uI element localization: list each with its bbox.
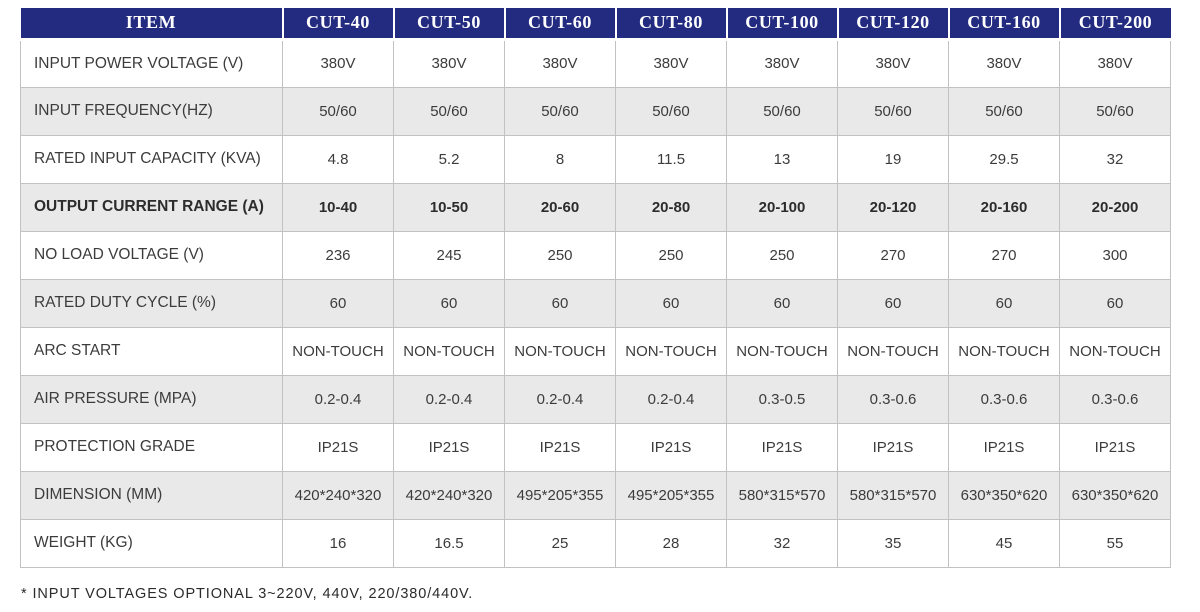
table-cell: 250 <box>616 231 727 279</box>
table-row <box>21 231 1171 279</box>
column-header-cut-40: CUT-40 <box>283 8 394 39</box>
table-cell: 32 <box>1060 135 1171 183</box>
row-label: OUTPUT CURRENT RANGE (A) <box>21 183 283 231</box>
column-header-cut-100: CUT-100 <box>727 8 838 39</box>
table-cell: 420*240*320 <box>394 471 505 519</box>
table-cell: 0.2-0.4 <box>283 375 394 423</box>
row-label: ARC START <box>21 327 283 375</box>
table-cell: 50/60 <box>616 87 727 135</box>
table-cell: 380V <box>727 39 838 87</box>
table-cell: 270 <box>838 231 949 279</box>
table-cell: 32 <box>727 519 838 567</box>
table-cell: NON-TOUCH <box>727 327 838 375</box>
header-row <box>21 8 1171 39</box>
table-cell: 60 <box>505 279 616 327</box>
table-cell: 16 <box>283 519 394 567</box>
table-cell: 0.2-0.4 <box>394 375 505 423</box>
table-cell: NON-TOUCH <box>838 327 949 375</box>
table-cell: 495*205*355 <box>505 471 616 519</box>
table-row <box>21 39 1171 87</box>
table-row <box>21 423 1171 471</box>
table-cell: 50/60 <box>283 87 394 135</box>
table-cell: 380V <box>283 39 394 87</box>
row-label: WEIGHT (KG) <box>21 519 283 567</box>
table-cell: 10-40 <box>283 183 394 231</box>
column-header-cut-120: CUT-120 <box>838 8 949 39</box>
table-cell: 580*315*570 <box>838 471 949 519</box>
table-cell: 35 <box>838 519 949 567</box>
table-cell: 630*350*620 <box>1060 471 1171 519</box>
table-cell: 20-160 <box>949 183 1060 231</box>
table-cell: 580*315*570 <box>727 471 838 519</box>
column-header-cut-200: CUT-200 <box>1060 8 1171 39</box>
table-cell: 16.5 <box>394 519 505 567</box>
table-cell: 380V <box>616 39 727 87</box>
column-header-item: ITEM <box>21 8 283 39</box>
table-cell: 380V <box>949 39 1060 87</box>
table-row <box>21 87 1171 135</box>
table-cell: 28 <box>616 519 727 567</box>
table-cell: 55 <box>1060 519 1171 567</box>
table-cell: 20-200 <box>1060 183 1171 231</box>
table-cell: 4.8 <box>283 135 394 183</box>
column-header-cut-50: CUT-50 <box>394 8 505 39</box>
table-cell: 380V <box>505 39 616 87</box>
table-cell: IP21S <box>394 423 505 471</box>
row-label: NO LOAD VOLTAGE (V) <box>21 231 283 279</box>
table-cell: 0.3-0.5 <box>727 375 838 423</box>
table-row <box>21 375 1171 423</box>
table-cell: 50/60 <box>1060 87 1171 135</box>
table-cell: 8 <box>505 135 616 183</box>
table-cell: 50/60 <box>727 87 838 135</box>
row-label: RATED INPUT CAPACITY (KVA) <box>21 135 283 183</box>
table-row <box>21 135 1171 183</box>
table-cell: IP21S <box>838 423 949 471</box>
footnote: * INPUT VOLTAGES OPTIONAL 3~220V, 440V, 220/380/440V. <box>21 586 474 602</box>
table-cell: 25 <box>505 519 616 567</box>
table-cell: 236 <box>283 231 394 279</box>
table-row <box>21 327 1171 375</box>
table-cell: 29.5 <box>949 135 1060 183</box>
table-row <box>21 471 1171 519</box>
table-cell: IP21S <box>616 423 727 471</box>
table-cell: 0.2-0.4 <box>505 375 616 423</box>
table-cell: IP21S <box>283 423 394 471</box>
table-row <box>21 519 1171 567</box>
column-header-cut-60: CUT-60 <box>505 8 616 39</box>
table-cell: 19 <box>838 135 949 183</box>
table-cell: 50/60 <box>838 87 949 135</box>
table-cell: 380V <box>394 39 505 87</box>
table-cell: NON-TOUCH <box>616 327 727 375</box>
row-label: INPUT FREQUENCY(HZ) <box>21 87 283 135</box>
table-cell: 0.3-0.6 <box>949 375 1060 423</box>
table-cell: 245 <box>394 231 505 279</box>
table-cell: 60 <box>727 279 838 327</box>
table-cell: IP21S <box>505 423 616 471</box>
table-cell: 20-80 <box>616 183 727 231</box>
table-cell: 0.3-0.6 <box>1060 375 1171 423</box>
table-cell: 60 <box>616 279 727 327</box>
table-cell: IP21S <box>1060 423 1171 471</box>
table-row <box>21 279 1171 327</box>
table-cell: 10-50 <box>394 183 505 231</box>
table-cell: 50/60 <box>505 87 616 135</box>
table-cell: 60 <box>949 279 1060 327</box>
table-cell: NON-TOUCH <box>949 327 1060 375</box>
table-cell: 50/60 <box>949 87 1060 135</box>
table-cell: 60 <box>838 279 949 327</box>
column-header-cut-80: CUT-80 <box>616 8 727 39</box>
table-cell: 300 <box>1060 231 1171 279</box>
table-cell: 630*350*620 <box>949 471 1060 519</box>
table-cell: NON-TOUCH <box>283 327 394 375</box>
table-cell: 495*205*355 <box>616 471 727 519</box>
table-cell: 5.2 <box>394 135 505 183</box>
table-cell: 250 <box>727 231 838 279</box>
table-cell: 20-120 <box>838 183 949 231</box>
row-label: INPUT POWER VOLTAGE (V) <box>21 39 283 87</box>
table-cell: NON-TOUCH <box>505 327 616 375</box>
table-cell: 0.3-0.6 <box>838 375 949 423</box>
table-cell: 0.2-0.4 <box>616 375 727 423</box>
row-label: PROTECTION GRADE <box>21 423 283 471</box>
table-cell: 13 <box>727 135 838 183</box>
row-label: RATED DUTY CYCLE (%) <box>21 279 283 327</box>
table-row <box>21 183 1171 231</box>
table-cell: NON-TOUCH <box>1060 327 1171 375</box>
table-cell: 50/60 <box>394 87 505 135</box>
table-cell: 20-60 <box>505 183 616 231</box>
table-cell: 11.5 <box>616 135 727 183</box>
table-cell: 60 <box>1060 279 1171 327</box>
spec-table <box>20 8 1171 568</box>
table-cell: NON-TOUCH <box>394 327 505 375</box>
table-cell: 20-100 <box>727 183 838 231</box>
table-cell: 270 <box>949 231 1060 279</box>
table-cell: 380V <box>1060 39 1171 87</box>
table-cell: 60 <box>283 279 394 327</box>
table-cell: 380V <box>838 39 949 87</box>
table-cell: IP21S <box>727 423 838 471</box>
table-cell: 45 <box>949 519 1060 567</box>
row-label: AIR PRESSURE (MPA) <box>21 375 283 423</box>
table-cell: 420*240*320 <box>283 471 394 519</box>
column-header-cut-160: CUT-160 <box>949 8 1060 39</box>
row-label: DIMENSION (MM) <box>21 471 283 519</box>
table-cell: IP21S <box>949 423 1060 471</box>
table-cell: 60 <box>394 279 505 327</box>
table-cell: 250 <box>505 231 616 279</box>
